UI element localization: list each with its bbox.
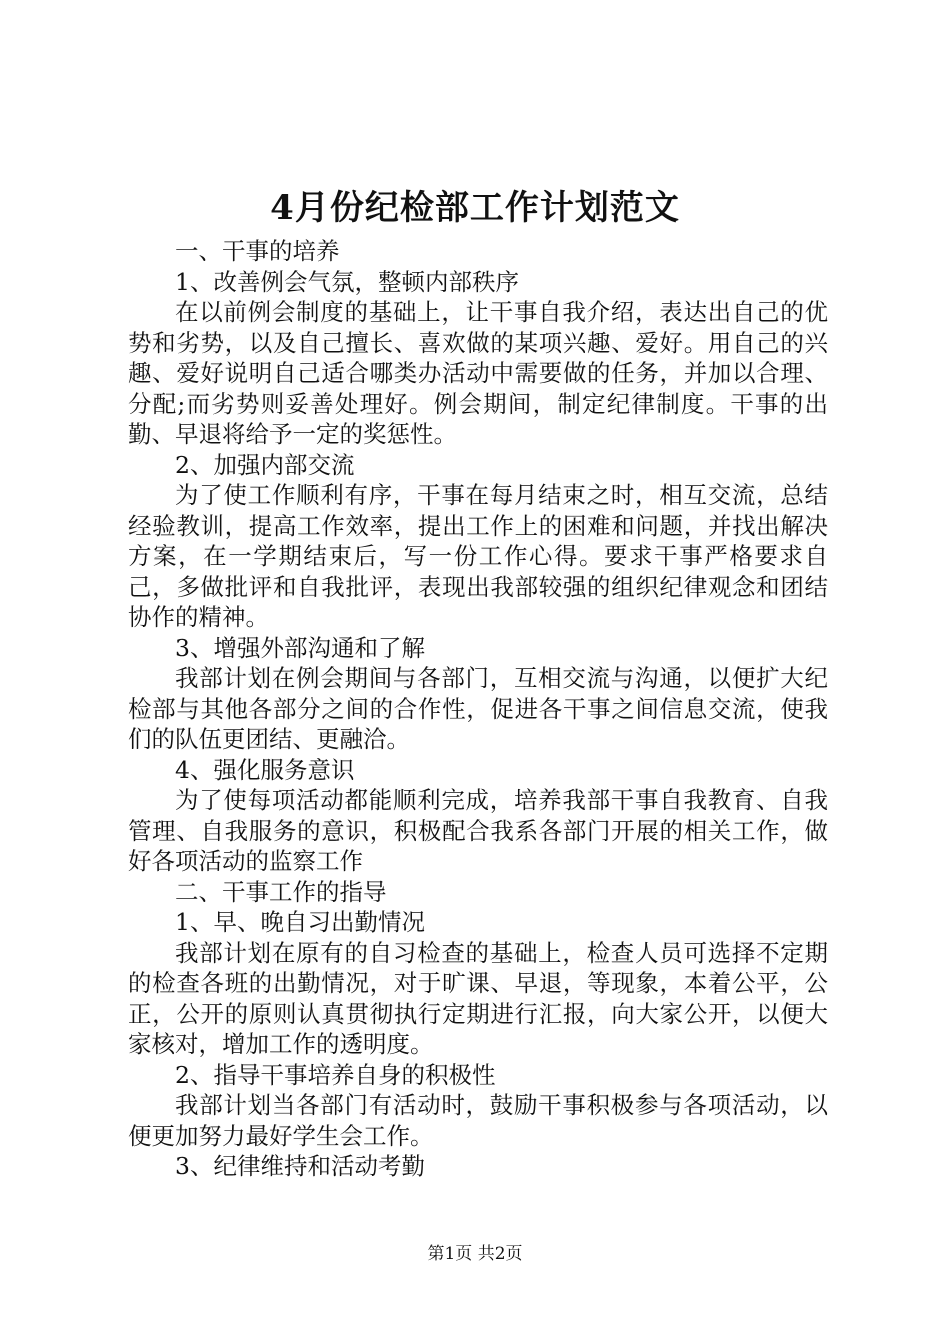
subsection-heading: 1、改善例会气氛，整顿内部秩序	[175, 267, 519, 296]
subsection-heading: 3、增强外部沟通和了解	[175, 633, 425, 662]
paragraph: 我部计划在原有的自习检查的基础上，检查人员可选择不定期的检查各班的出勤情况，对于旷课、早退，等现象，本着公平，公正，公开的原则认真贯彻执行定期进行汇报，向大家公开，以便大家核对，增加工作的透明度。	[128, 938, 828, 1058]
subsection-heading: 2、指导干事培养自身的积极性	[175, 1060, 496, 1089]
section-heading: 一、干事的培养	[175, 237, 340, 265]
section-heading: 二、干事工作的指导	[175, 877, 387, 906]
paragraph: 我部计划在例会期间与各部门，互相交流与沟通，以便扩大纪检部与其他各部分之间的合作性，促进各干事之间信息交流，使我们的队伍更团结、更融洽。	[128, 664, 828, 753]
document-body	[128, 236, 828, 1182]
paragraph: 在以前例会制度的基础上，让干事自我介绍，表达出自己的优势和劣势，以及自己擅长、喜欢做的某项兴趣、爱好。用自己的兴趣、爱好说明自己适合哪类办活动中需要做的任务，并加以合理、分配;而劣势则妥善处理好。例会期间，制定纪律制度。干事的出勤、早退将给予一定的奖惩性。	[128, 298, 828, 448]
document-title: 4月份纪检部工作计划范文	[270, 188, 680, 228]
paragraph: 我部计划当各部门有活动时，鼓励干事积极参与各项活动，以便更加努力最好学生会工作。	[128, 1091, 828, 1150]
subsection-heading: 3、纪律维持和活动考勤	[175, 1152, 425, 1180]
subsection-heading: 1、早、晚自习出勤情况	[175, 908, 425, 936]
page-footer: 第1页 共2页	[427, 1244, 523, 1264]
paragraph: 为了使每项活动都能顺利完成，培养我部干事自我教育、自我管理、自我服务的意识，积极配合我系各部门开展的相关工作，做好各项活动的监察工作	[128, 786, 828, 875]
subsection-heading: 4、强化服务意识	[175, 755, 355, 784]
subsection-heading: 2、加强内部交流	[175, 450, 355, 479]
paragraph: 为了使工作顺利有序，干事在每月结束之时，相互交流，总结经验教训，提高工作效率，提出工作上的困难和问题，并找出解决方案，在一学期结束后，写一份工作心得。要求干事严格要求自己，多做批评和自我批评，表现出我部较强的组织纪律观念和团结协作的精神。	[128, 481, 828, 631]
